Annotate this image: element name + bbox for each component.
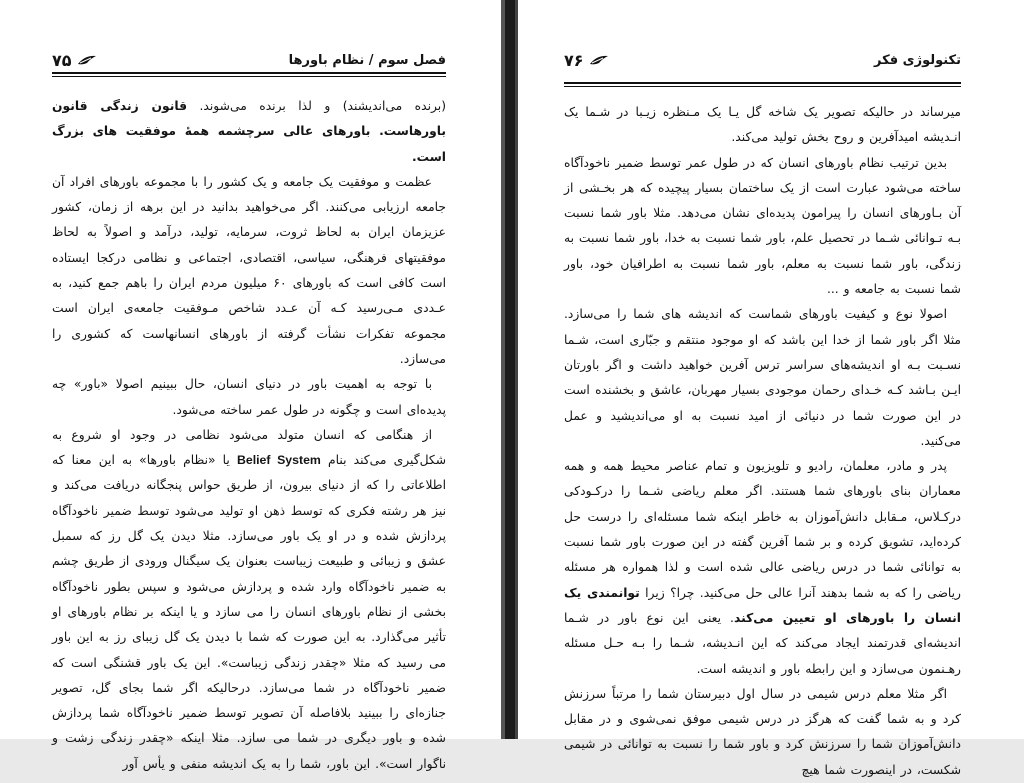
bold-text: قانون زندگی قانون باورهاست. باورهای عالی سرچشمه همهٔ موفقیت های بزرگ است. xyxy=(52,99,446,164)
header-rule-thick xyxy=(52,72,446,74)
page-number-right xyxy=(564,51,609,70)
bold-text: توانمندی یک انسان را باورهای او تعیین می‌کند xyxy=(564,585,961,625)
page-number-value: ۷۵ xyxy=(52,50,72,70)
page-number-value: ۷۶ xyxy=(564,50,584,70)
quill-icon xyxy=(77,54,97,66)
paragraph xyxy=(52,372,446,423)
paragraph-text: . یعنی این نوع باور در شـما اندیشه‌ای قدرتمند ایجاد می‌کند که این انـدیشه، شـما را بـه حـل مسئله رهـنمون می‌سازد و این رابطه باور و اندیشه است. xyxy=(564,610,961,676)
page-number-left xyxy=(52,51,97,70)
header-rule-thin xyxy=(564,86,961,87)
right-page xyxy=(518,0,1024,777)
header-rule-thick xyxy=(564,82,961,84)
paragraph xyxy=(564,682,961,783)
paragraph xyxy=(564,100,961,151)
paragraph xyxy=(564,302,961,454)
quill-icon xyxy=(589,54,609,66)
body-text-right xyxy=(564,100,961,783)
book-title: تکنولوژی فکر xyxy=(873,52,961,68)
paragraph-text: (برنده می‌اندیشند) و لذا برنده می‌شوند. xyxy=(187,99,446,113)
paragraph-text: از هنگامی که انسان متولد می‌شود نظامی در وجود او شروع به شکل‌گیری می‌کند بنام xyxy=(52,427,446,468)
left-page xyxy=(0,0,501,771)
book-gutter xyxy=(501,0,518,739)
running-head-right xyxy=(564,50,961,70)
header-rule-thin xyxy=(52,76,446,77)
paragraph xyxy=(52,170,446,372)
paragraph xyxy=(52,94,446,170)
paragraph-text: اگر مثلا معلم درس شیمی در سال اول دبیرستان شما را مرتباً سرزنش کرد و به شما گفت که هرگز در درس شیمی موفق نمی‌شوی و در مقابل دانش‌آموزان شما را سرزنش کرد و باور شما را نسبت به توانائی در شیمی شکست، در اینصورت شما هیچ xyxy=(564,686,961,777)
paragraph-text: پدر و مادر، معلمان، رادیو و تلویزیون و تمام عناصر محیط همه و همه معماران بنای باورهای شما هستند. اگر معلم ریاضی شـما را درکـودکی درکـلاس، مـقابل دانش‌آموزان به خاطر اینکه شما مسئله‌ای را درست حل کرده‌اید، تشویق کرده و بر شما آفرین گفته در این صورت باور شما نسبت به توانائی شما در درس ریاضی عالی شده است و لذا همواره هر مسئله ریاضی را که به شما بدهند آنرا عالی حل می‌کنید. چرا؟ زیرا xyxy=(564,459,961,600)
paragraph-text: عظمت و موفقیت یک جامعه و یک کشور را با مجموعه باورهای افراد آن جامعه ارزیابی می‌کنند. اگر می‌خواهید بدانید در این برهه از زمان، کشور عزیزمان ایران به لحاظ ثروت، سرمایه، تولید، درآمد و اصولاً به لحاظ موفقیتهای فرهنگی، سیاسی، اقتصادی، اجتماعی و نظامی درکجا ایستاده است کافی است که باورهای ۶۰ میلیون مردم ایران را باهم جمع کنید، به عـددی مـی‌رسید کـه آن عـدد شاخص مـوفقیت جامعه‌ی ایران است مجموعه تفکرات نشأت گرفته از باورهای انسانهاست که کشوری را می‌سازد. xyxy=(52,174,446,366)
paragraph xyxy=(564,151,961,303)
chapter-title: فصل سوم / نظام باورها xyxy=(288,52,446,68)
paragraph xyxy=(52,423,446,777)
paragraph-text: بدین ترتیب نظام باورهای انسان که در طول عمر توسط ضمیر ناخودآگاه ساخته می‌شود عبارت است از یک ساختمان بسیار پیچیده که هر بخـشی از آن بـاورهای انسان را پیرامون پدیده‌ای نشان می‌دهد. مثلا باور شما نسبت بـه تـوانائی شـما در تحصیل علم، باور شما نسبت به خدا، باور شما نسبت به زندگی، باور شما نسبت به معلم، باور شما نسبت به اطرافیان خود، باور شما نسبت به جامعه و ... xyxy=(564,155,961,297)
body-text-left xyxy=(52,94,446,777)
paragraph xyxy=(564,454,961,682)
paragraph-text: اصولا نوع و کیفیت باورهای شماست که اندیشه های شما را می‌سازد. مثلا اگر باور شما از خدا این باشد که او موجود منتقم و جبّاری است، شـما نسـبت بـه او اندیشه‌های سراسر ترس آفرین خواهید داشت و اگر باورتان ایـن بـاشد کـه خـدای رحمان موجودی بسیار مهربان، عاشق و بخشنده است در این صورت شما در دنیائی از امید نسبت به او می‌اندیشید و عمل می‌کنید. xyxy=(564,307,961,448)
paragraph-text: میرساند در حالیکه تصویر یک شاخه گل یـا یک مـنظره زیـبا در شـما یک انـدیشه امیدآفرین و روح بخش تولید می‌کند. xyxy=(564,105,961,145)
running-head-left xyxy=(52,50,446,70)
paragraph-text: با توجه به اهمیت باور در دنیای انسان، حال ببینیم اصولا «باور» چه پدیده‌ای است و چگونه در طول عمر ساخته می‌شود. xyxy=(52,377,446,417)
bold-text: Belief System xyxy=(236,453,321,468)
paragraph-text: یا «نظام باورها» به این معنا که اطلاعاتی را که از دنیای بیرون، از طریق حواس پنجگانه دریافت می‌کند و نیز هر رشته فکری که توسط ذهن او تولید می‌شود توسط ضمیر ناخودآگاه پردازش شده و در او یک باور می‌سازد. مثلا دیدن یک گل رز که سمبل عشق و زیبائی و طبیعت زیباست بعنوان یک سیگنال ورودی از طریق چشم به ضمیر ناخودآگاه وارد شده و پردازش می‌شود و سپس بطور ناخودآگاه بخشی از نظام باورهای انسان را می سازد و یا اینکه بر نظام باورهای او تأثیر می‌گذارد. به این صورت که شما با دیدن یک گل زیبای رز به این باور می رسید که مثلا «چقدر زندگی زیباست». این یک باور قشنگی است که ضمیر ناخودآگاه در شما می‌سازد. درحالیکه اگر شما بجای گل، تصویر جنازه‌ای را ببینید بلافاصله آن تصویر توسط ضمیر ناخودآگاه شما پردازش شده و باور دیگری در شما می سازد. مثلا اینکه «چقدر زندگی زشت و ناگوار است». این باور، شما را به یک اندیشه منفی و یأس آور xyxy=(52,453,446,771)
